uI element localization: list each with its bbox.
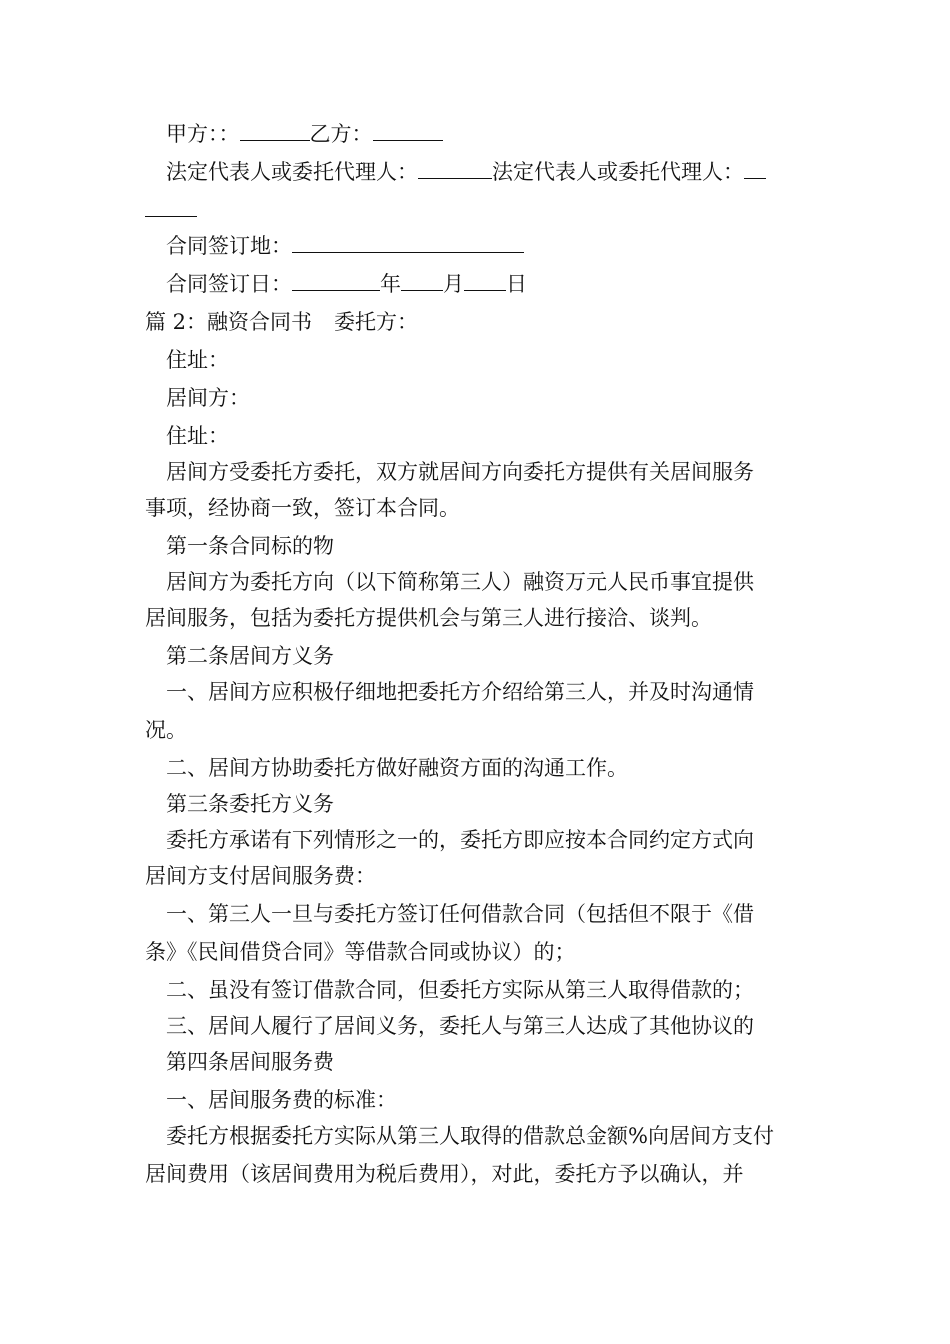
party-a-blank bbox=[240, 120, 310, 141]
month-blank bbox=[401, 270, 443, 291]
signing-place-blank bbox=[292, 232, 524, 253]
rep-b-label: 法定代表人或委托代理人： bbox=[492, 160, 744, 184]
rep-b-blank bbox=[744, 158, 766, 179]
article-2-item-1-line-2: 况。 bbox=[145, 718, 187, 742]
broker-label: 居间方： bbox=[166, 386, 250, 410]
article-4-item-1: 一、居间服务费的标准： bbox=[166, 1088, 397, 1112]
article-4-line-2: 居间费用（该居间费用为税后费用），对此，委托方予以确认，并 bbox=[145, 1162, 744, 1186]
intro-line-2: 事项，经协商一致，签订本合同。 bbox=[145, 496, 460, 520]
party-b-label: 乙方： bbox=[309, 122, 373, 146]
party-a-label: 甲方：： bbox=[166, 122, 240, 146]
article-2-item-1-line-1: 一、居间方应积极仔细地把委托方介绍给第三人，并及时沟通情 bbox=[166, 680, 754, 704]
article-1-line-1: 居间方为委托方向（以下简称第三人）融资万元人民币事宜提供 bbox=[166, 570, 754, 594]
party-line bbox=[166, 120, 443, 148]
rep-a-label: 法定代表人或委托代理人： bbox=[166, 160, 418, 184]
signing-place-label: 合同签订地： bbox=[166, 234, 292, 258]
client-address: 住址： bbox=[166, 348, 229, 372]
year-label: 年 bbox=[380, 272, 401, 296]
month-label: 月 bbox=[443, 272, 464, 296]
signing-place-line bbox=[166, 232, 524, 260]
article-3-line-2: 居间方支付居间服务费： bbox=[145, 864, 376, 888]
article-3-item-3: 三、居间人履行了居间义务，委托人与第三人达成了其他协议的 bbox=[166, 1014, 754, 1038]
client-label: 委托方： bbox=[334, 310, 419, 334]
article-4-line-1: 委托方根据委托方实际从第三人取得的借款总金额%向居间方支付 bbox=[166, 1124, 774, 1148]
year-blank bbox=[292, 270, 380, 291]
section-heading bbox=[145, 308, 418, 336]
document-title: 篇 2：融资合同书 bbox=[145, 310, 313, 334]
article-3-item-2: 二、虽没有签订借款合同，但委托方实际从第三人取得借款的； bbox=[166, 978, 754, 1002]
signing-date-line bbox=[166, 270, 527, 298]
representative-blank-continued bbox=[145, 196, 197, 224]
article-3-heading: 第三条委托方义务 bbox=[166, 792, 334, 816]
article-1-line-2: 居间服务，包括为委托方提供机会与第三人进行接洽、谈判。 bbox=[145, 606, 712, 630]
signing-date-label: 合同签订日： bbox=[166, 272, 292, 296]
article-3-item-1-line-1: 一、第三人一旦与委托方签订任何借款合同（包括但不限于《借 bbox=[166, 902, 754, 926]
article-3-line-1: 委托方承诺有下列情形之一的，委托方即应按本合同约定方式向 bbox=[166, 828, 754, 852]
day-blank bbox=[464, 270, 506, 291]
intro-line-1: 居间方受委托方委托，双方就居间方向委托方提供有关居间服务 bbox=[166, 460, 754, 484]
article-3-item-1-line-2: 条》《民间借贷合同》等借款合同或协议）的； bbox=[145, 940, 576, 964]
rep-b-blank-cont bbox=[145, 196, 197, 217]
article-4-heading: 第四条居间服务费 bbox=[166, 1050, 334, 1074]
article-1-heading: 第一条合同标的物 bbox=[166, 534, 334, 558]
representative-line bbox=[166, 158, 766, 186]
article-2-item-2: 二、居间方协助委托方做好融资方面的沟通工作。 bbox=[166, 756, 628, 780]
day-label: 日 bbox=[506, 272, 527, 296]
rep-a-blank bbox=[418, 158, 492, 179]
broker-address: 住址： bbox=[166, 424, 229, 448]
party-b-blank bbox=[373, 120, 443, 141]
article-2-heading: 第二条居间方义务 bbox=[166, 644, 334, 668]
